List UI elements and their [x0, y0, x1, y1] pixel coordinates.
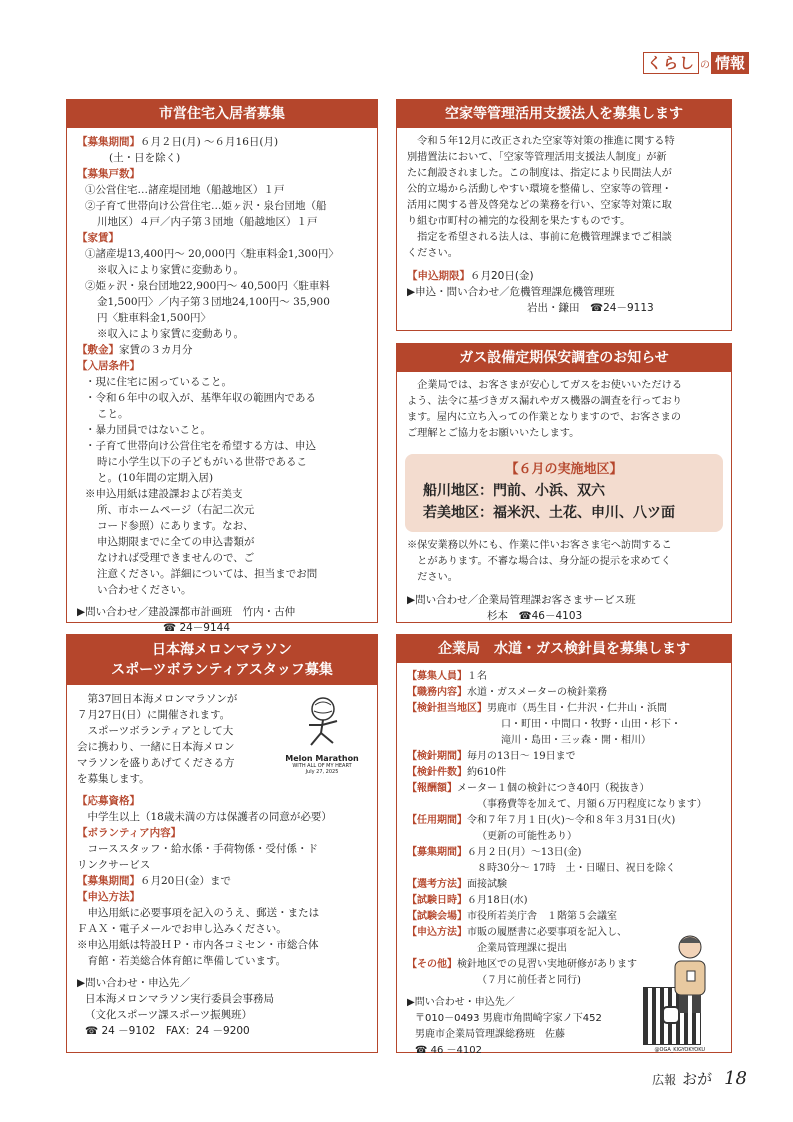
- meter-label: 【報酬額】: [407, 783, 457, 794]
- meter-tel: 46 －4102: [430, 1045, 483, 1056]
- meter-label: 【検針期間】: [407, 751, 467, 762]
- meter-text: 市役所若美庁舎 １階第５会議室: [467, 911, 617, 922]
- vacant-title: 空家等管理活用支援法人を募集します: [397, 100, 731, 128]
- housing-line: [77, 566, 367, 582]
- meter-text: １名: [467, 671, 487, 682]
- meter-text: 口・町田・中間口・牧野・山田・杉下・: [501, 719, 681, 730]
- marathon-line: [77, 841, 367, 857]
- housing-text: 所、市ホームページ（右記二次元: [97, 504, 255, 516]
- housing-text: 川地区）４戸／内子第３団地（船越地区）１戸: [97, 216, 318, 228]
- gas-contact2-line: [407, 608, 721, 624]
- marathon-body: [67, 793, 377, 975]
- meter-line: [407, 845, 721, 861]
- housing-label: 【募集期間】: [77, 136, 140, 148]
- meter-line: [407, 733, 721, 749]
- housing-label: 【敷金】: [77, 344, 119, 356]
- housing-text: (土・日を除く): [109, 152, 181, 164]
- meter-text: 約610件: [467, 767, 507, 778]
- gas-contact2: 杉本: [487, 610, 508, 622]
- vacant-line: 公的立場から活動しやすい環境を整備し、空家等の管理・: [407, 184, 672, 195]
- vacant-tel: 24－9113: [603, 302, 654, 314]
- meter-text: 水道・ガスメーターの検針業務: [467, 687, 607, 698]
- housing-line: [77, 182, 367, 198]
- housing-text: 注意ください。詳細については、担当までお問: [97, 568, 318, 580]
- vacant-contact: ▶申込・問い合わせ／危機管理課危機管理班: [407, 286, 615, 298]
- meter-qr-caption: @OGA_KIGYOKYOKU: [654, 1047, 705, 1053]
- meter-line: [407, 749, 721, 765]
- meter-label: 【選考方法】: [407, 879, 467, 890]
- marathon-intro-line: マラソンを盛りあげてくださる方: [77, 757, 235, 769]
- meter-line: [407, 669, 721, 685]
- marathon-line: [77, 793, 367, 809]
- housing-text: ・子育て世帯向け公営住宅を希望する方は、申込: [85, 440, 316, 452]
- housing-text: 申込期限までに全ての申込書類が: [97, 536, 255, 548]
- phone-icon: ☎: [590, 302, 604, 314]
- meter-line: [407, 829, 721, 845]
- meter-label: 【任用期間】: [407, 815, 467, 826]
- meter-title: 企業局 水道・ガス検針員を募集します: [397, 635, 731, 663]
- runner-icon: [287, 695, 357, 751]
- meter-line: [407, 813, 721, 829]
- meter-line: [407, 861, 721, 877]
- marathon-logo: [279, 695, 365, 789]
- vacant-deadline-label: 【申込期限】: [407, 270, 470, 282]
- vacant-contact2-line: [407, 300, 721, 316]
- housing-text: 円〈駐車料金1,500円〉: [97, 312, 212, 324]
- housing-text: ・令和６年中の収入が、基準年収の範囲内である: [85, 392, 316, 404]
- marathon-panel: [66, 634, 378, 1053]
- housing-line: [77, 486, 367, 502]
- housing-text: なければ受理できませんので、ご: [97, 552, 255, 564]
- housing-text: ※申込用紙は建設課および若美支: [85, 488, 243, 500]
- meter-contact: ▶問い合わせ・申込先／: [407, 997, 515, 1008]
- housing-line: [77, 374, 367, 390]
- vacant-line: 別措置法において、「空家等管理活用支援法人制度」が新: [407, 152, 667, 163]
- marathon-line: [77, 857, 367, 873]
- meter-label: 【募集人員】: [407, 671, 467, 682]
- section-tag: [643, 52, 749, 74]
- vacant-deadline: ６月20日(金): [470, 270, 534, 282]
- housing-line: [77, 550, 367, 566]
- gas-contact-block: [397, 592, 731, 630]
- gas-note-line: とがあります。不審な場合は、身分証の提示を求めてく: [407, 556, 672, 567]
- meter-label: 【検針担当地区】: [407, 703, 487, 714]
- meter-text: ６月18日(水): [467, 895, 528, 906]
- housing-text: ①諸産堤13,400円～ 20,000円〈駐車料金1,300円〉: [85, 248, 339, 260]
- marathon-line: [77, 937, 367, 953]
- marathon-logo-sub: WITH ALL OF MY HEART: [292, 763, 352, 769]
- housing-line: [77, 422, 367, 438]
- footer-big: おが: [682, 1070, 713, 1088]
- marathon-contact2: 日本海メロンマラソン実行委員会事務局: [85, 993, 274, 1005]
- marathon-intro-line: 第37回日本海メロンマラソンが: [77, 693, 238, 705]
- meter-line: [407, 781, 721, 797]
- meter-text: 市販の履歴書に必要事項を記入し、: [467, 927, 627, 938]
- housing-line: [77, 294, 367, 310]
- housing-line: [77, 454, 367, 470]
- meter-text: （更新の可能性あり）: [477, 831, 577, 842]
- vacant-panel: [396, 99, 732, 331]
- housing-line: [77, 246, 367, 262]
- housing-text: 家賃の３カ月分: [119, 344, 193, 356]
- meter-text: 検針地区での見習い実地研修があります: [457, 959, 637, 970]
- gas-body: [397, 372, 731, 448]
- vacant-line: たに創設されました。この制度は、指定により民間法人が: [407, 168, 672, 179]
- staff-illustration-icon: [663, 931, 717, 1017]
- housing-line: [77, 166, 367, 182]
- housing-line: [77, 534, 367, 550]
- housing-line: [77, 310, 367, 326]
- vacant-line: 指定を希望される法人は、事前に危機管理課までご相談: [407, 232, 672, 243]
- meter-text: ６月２日(月）～13日(金): [467, 847, 582, 858]
- marathon-text: 申込用紙に必要事項を記入のうえ、郵送・または: [77, 907, 320, 919]
- gas-title: ガス設備定期保安調査のお知らせ: [397, 344, 731, 372]
- marathon-label: 【ボランティア内容】: [77, 827, 182, 839]
- marathon-text: 育館・若美総合体育館に準備しています。: [77, 955, 287, 967]
- marathon-line: [77, 953, 367, 969]
- marathon-label: 【募集期間】: [77, 875, 140, 887]
- marathon-line: [77, 889, 367, 905]
- meter-line: [407, 877, 721, 893]
- gas-note-line: ださい。: [407, 572, 458, 583]
- vacant-line: ください。: [407, 248, 458, 259]
- footer-small: 広報: [652, 1073, 677, 1087]
- housing-line: [77, 278, 367, 294]
- housing-contact: ▶問い合わせ／建設課都市計画班 竹内・古仲: [77, 606, 296, 618]
- vacant-line: 活用に関する普及啓発などの業務を行い、空家等対策に取: [407, 200, 672, 211]
- housing-line: [77, 230, 367, 246]
- vacant-contact2: 岩出・鎌田: [527, 302, 580, 314]
- housing-body: [67, 128, 377, 604]
- meter-line: [407, 909, 721, 925]
- gas-line: ご理解とご協力をお願いいたします。: [407, 428, 580, 439]
- marathon-title: [67, 635, 377, 685]
- meter-line: [407, 701, 721, 717]
- meter-line: [407, 717, 721, 733]
- phone-icon: ☎: [163, 622, 177, 634]
- housing-line: [77, 326, 367, 342]
- housing-label: 【入居条件】: [77, 360, 140, 372]
- vacant-body: [397, 128, 731, 268]
- phone-icon: ☎: [415, 1045, 428, 1056]
- phone-icon: ☎: [85, 1025, 99, 1037]
- housing-text: ②姫ヶ沢・泉台団地22,900円～ 40,500円〈駐車料: [85, 280, 330, 292]
- gas-panel: [396, 343, 732, 623]
- gas-tel: 46－4103: [531, 610, 583, 622]
- meter-line: [407, 765, 721, 781]
- marathon-text: ＦＡＸ・電子メールでお申し込みください。: [77, 923, 287, 935]
- marathon-logo-date: July 27, 2025: [305, 769, 339, 775]
- gas-contact: ▶問い合わせ／企業局管理課お客さまサービス班: [407, 594, 636, 606]
- housing-text: ・暴力団員ではないこと。: [85, 424, 211, 436]
- housing-text: 時に小学生以下の子どもがいる世帯であるこ: [97, 456, 307, 468]
- meter-text: ８時30分～ 17時 土・日曜日、祝日を除く: [477, 863, 676, 874]
- marathon-text: ６月20日(金）まで: [140, 875, 231, 887]
- meter-label: 【その他】: [407, 959, 457, 970]
- meter-label: 【募集期間】: [407, 847, 467, 858]
- gas-note-line: ※保安業務以外にも、作業に伴いお客さま宅へ訪問するこ: [407, 540, 672, 551]
- meter-line: [407, 685, 721, 701]
- marathon-line: [77, 825, 367, 841]
- marathon-logo-title: Melon Marathon: [285, 754, 359, 763]
- housing-text: こと。: [97, 408, 129, 420]
- meter-label: 【試験会場】: [407, 911, 467, 922]
- meter-text: （事務費等を加えて、月額６万円程度になります）: [477, 799, 707, 810]
- section-tag-no: の: [699, 59, 710, 71]
- housing-text: と。(10年間の定期入居): [97, 472, 214, 484]
- marathon-title-1: 日本海メロンマラソン: [152, 642, 292, 658]
- vacant-line: り組む市町村の補完的な役割を果たすものです。: [407, 216, 631, 227]
- meter-text: 毎月の13日～ 19日まで: [467, 751, 576, 762]
- marathon-tel-line: [77, 1023, 367, 1039]
- vacant-deadline-line: [407, 268, 721, 284]
- meter-text: 男鹿市（馬生目・仁井沢・仁井山・浜間: [487, 703, 667, 714]
- housing-text: ②子育て世帯向け公営住宅…姫ヶ沢・泉台団地（船: [85, 200, 327, 212]
- gas-area-title: 【６月の実施地区】: [505, 462, 623, 477]
- housing-text: ①公営住宅…諸産堤団地（船越地区）１戸: [85, 184, 285, 196]
- meter-panel: [396, 634, 732, 1056]
- gas-area-1: 船川地区：門前、小浜、双六: [423, 483, 605, 499]
- marathon-intro-line: 会に携わり、一緒に日本海メロン: [77, 741, 235, 753]
- marathon-label: 【応募資格】: [77, 795, 140, 807]
- housing-line: [77, 198, 367, 214]
- marathon-line: [77, 921, 367, 937]
- housing-line: [77, 150, 367, 166]
- marathon-line: [77, 873, 367, 889]
- meter-text: メーター１個の検針につき40円（税抜き）: [457, 783, 650, 794]
- section-tag-box: くらし: [643, 52, 699, 74]
- gas-line: よう、法令に基づきガス漏れやガス機器の調査を行っており: [407, 396, 683, 407]
- marathon-intro-line: ７月27日(日）に開催されます。: [77, 709, 231, 721]
- marathon-contact-block: [67, 975, 377, 1045]
- meter-line: [407, 797, 721, 813]
- meter-label: 【試験日時】: [407, 895, 467, 906]
- meter-contact2: 男鹿市企業局管理課総務班 佐藤: [415, 1029, 565, 1040]
- housing-line: [77, 214, 367, 230]
- housing-line: [77, 342, 367, 358]
- gas-note: [397, 538, 731, 592]
- marathon-intro-line: を募集します。: [77, 773, 150, 785]
- housing-line: [77, 582, 367, 598]
- housing-label: 【家賃】: [77, 232, 119, 244]
- marathon-label: 【申込方法】: [77, 891, 140, 903]
- marathon-tel: 24 －9102 FAX：24 －9200: [101, 1025, 250, 1037]
- housing-line: [77, 438, 367, 454]
- housing-line: [77, 406, 367, 422]
- marathon-text: コーススタッフ・給水係・手荷物係・受付係・ド: [77, 843, 318, 855]
- marathon-text: 中学生以上（18歳未満の方は保護者の同意が必要）: [77, 811, 332, 823]
- housing-text: コード参照）にあります。なお、: [97, 520, 254, 532]
- housing-text: ※収入により家賃に変動あり。: [97, 264, 244, 276]
- housing-line: [77, 518, 367, 534]
- housing-title: 市営住宅入居者募集: [67, 100, 377, 128]
- housing-line: [77, 390, 367, 406]
- meter-text: 令和７年７月１日(火)～令和８年３月31日(火): [467, 815, 676, 826]
- gas-line: ます。屋内に立ち入っての作業となりますので、お客さまの: [407, 412, 682, 423]
- meter-text: 滝川・島田・三ッ森・開・相川）: [501, 735, 651, 746]
- housing-text: ※収入により家賃に変動あり。: [97, 328, 244, 340]
- meter-address: 〒010－0493 男鹿市角間崎字家ノ下452: [415, 1013, 602, 1024]
- marathon-intro: [67, 685, 287, 793]
- marathon-line: [77, 809, 367, 825]
- marathon-contact: ▶問い合わせ・申込先／: [77, 977, 191, 989]
- meter-line: [407, 893, 721, 909]
- page-footer: [652, 1068, 747, 1089]
- marathon-text: リンクサービス: [77, 859, 151, 871]
- marathon-line: [77, 905, 367, 921]
- meter-text: 面接試験: [467, 879, 507, 890]
- page-number: 18: [724, 1068, 747, 1089]
- housing-tel: 24－9144: [179, 622, 231, 634]
- housing-line: [77, 502, 367, 518]
- housing-line: [77, 262, 367, 278]
- housing-text: 金1,500円〉／内子第３団地24,100円～ 35,900: [97, 296, 330, 308]
- housing-line: [77, 134, 367, 150]
- housing-text: ・現に住宅に困っていること。: [85, 376, 232, 388]
- meter-text: 企業局管理課に提出: [477, 943, 567, 954]
- vacant-line: 令和５年12月に改正された空家等対策の推進に関する特: [407, 136, 675, 147]
- housing-text: い合わせください。: [97, 584, 192, 596]
- meter-text: （７月に前任者と同行): [477, 975, 581, 986]
- vacant-contact-block: [397, 268, 731, 322]
- marathon-title-2: スポーツボランティアスタッフ募集: [111, 662, 333, 678]
- gas-line: 企業局では、お客さまが安心してガスをお使いいただける: [407, 380, 683, 391]
- marathon-intro-line: スポーツボランティアとして大: [77, 725, 234, 737]
- marathon-contact3: （文化スポーツ課スポーツ振興班）: [85, 1009, 253, 1021]
- marathon-text: ※申込用紙は特設ＨＰ・市内各コミセン・市総合体: [77, 939, 319, 951]
- housing-label: 【募集戸数】: [77, 168, 140, 180]
- housing-panel: [66, 99, 378, 634]
- housing-line: [77, 358, 367, 374]
- gas-area-2: 若美地区：福米沢、土花、申川、八ツ面: [423, 505, 675, 521]
- meter-label: 【申込方法】: [407, 927, 467, 938]
- gas-area-box: [405, 454, 723, 532]
- meter-label: 【職務内容】: [407, 687, 467, 698]
- phone-icon: ☎: [518, 610, 532, 622]
- housing-line: [77, 470, 367, 486]
- section-tag-fill: 情報: [711, 52, 749, 74]
- meter-label: 【検針件数】: [407, 767, 467, 778]
- housing-text: ６月２日(月) ～６月16日(月): [140, 136, 279, 148]
